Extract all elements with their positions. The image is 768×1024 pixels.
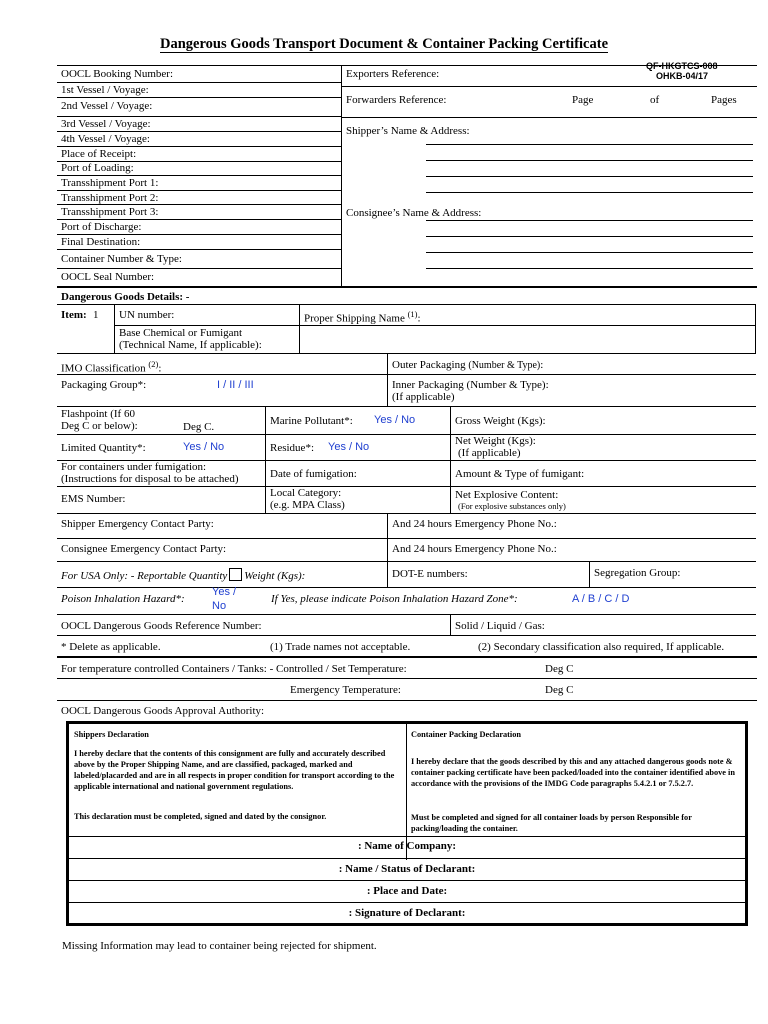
document-title: Dangerous Goods Transport Document & Container Packing Certificate	[160, 36, 608, 52]
vessel-2-field[interactable]: 2nd Vessel / Voyage:	[61, 100, 153, 112]
shipper-name-address-field[interactable]: Shipper’s Name & Address:	[346, 125, 470, 137]
pih-yes-option[interactable]: Yes /	[212, 586, 237, 598]
poison-inhalation-label: Poison Inhalation Hazard*:	[61, 593, 185, 605]
shippers-declaration-title: Shippers Declaration	[74, 730, 149, 739]
consignee-emergency-phone-field[interactable]: And 24 hours Emergency Phone No.:	[392, 543, 557, 555]
gross-weight-field[interactable]: Gross Weight (Kgs):	[455, 415, 546, 427]
base-chemical-field[interactable]: (Technical Name, If applicable):	[119, 339, 262, 351]
container-number-field[interactable]: Container Number & Type:	[61, 253, 182, 265]
of-label: of	[650, 94, 660, 106]
base-chemical-label: Base Chemical or Fumigant	[119, 327, 243, 339]
transshipment-port-1-field[interactable]: Transshipment Port 1:	[61, 177, 159, 189]
local-category-note: (e.g. MPA Class)	[270, 499, 345, 511]
item-label: Item:	[61, 309, 87, 321]
doc-code: QF-HKGTCS-008	[646, 61, 718, 71]
imo-classification-field[interactable]: IMO Classification $^{(2)}$:	[61, 359, 162, 375]
flashpoint-field[interactable]: Deg C or below):	[61, 420, 138, 432]
emergency-temperature-field[interactable]: Emergency Temperature:	[290, 684, 401, 696]
footer-warning: Missing Information may lead to container being rejected for shipment.	[62, 940, 377, 952]
port-of-discharge-field[interactable]: Port of Discharge:	[61, 221, 142, 233]
net-weight-field[interactable]: Net Weight (Kgs):	[455, 435, 536, 447]
local-category-field[interactable]: Local Category:	[270, 487, 342, 499]
vessel-4-field[interactable]: 4th Vessel / Voyage:	[61, 133, 150, 145]
fumigation-label: For containers under fumigation:	[61, 461, 207, 473]
note-trade-names: (1) Trade names not acceptable.	[270, 641, 411, 653]
limited-quantity-label: Limited Quantity*:	[61, 442, 146, 454]
transshipment-port-2-field[interactable]: Transshipment Port 2:	[61, 192, 159, 204]
un-number-field[interactable]: UN number:	[119, 309, 175, 321]
shipper-emergency-contact-field[interactable]: Shipper Emergency Contact Party:	[61, 518, 214, 530]
port-of-loading-field[interactable]: Port of Loading:	[61, 162, 134, 174]
forwarders-reference-field[interactable]: Forwarders Reference:	[346, 94, 447, 106]
net-explosive-field[interactable]: Net Explosive Content:	[455, 489, 559, 501]
booking-number-field[interactable]: OOCL Booking Number:	[61, 68, 174, 80]
temperature-field[interactable]: For temperature controlled Containers / Tanks: - Controlled / Set Temperature:	[61, 663, 407, 675]
pih-zone-label: If Yes, please indicate Poison Inhalation Hazard Zone*:	[271, 593, 518, 605]
pih-zone-options[interactable]: A / B / C / D	[572, 593, 630, 605]
declarant-name-status-field[interactable]: : Name / Status of Declarant:	[338, 863, 476, 875]
doc-revision: OHKB-04/17	[656, 71, 709, 81]
packaging-group-options[interactable]: I / II / III	[217, 379, 254, 391]
place-and-date-field[interactable]: : Place and Date:	[366, 885, 448, 897]
shippers-declaration-instruction: This declaration must be completed, signed and dated by the consignor.	[74, 812, 327, 821]
pages-label: Pages	[711, 94, 737, 106]
solid-liquid-gas-field[interactable]: Solid / Liquid / Gas:	[455, 620, 545, 632]
segregation-group-field[interactable]: Segregation Group:	[594, 567, 681, 579]
signature-field[interactable]: : Signature of Declarant:	[348, 907, 466, 919]
residue-label: Residue*:	[270, 442, 314, 454]
marine-pollutant-options[interactable]: Yes / No	[374, 414, 416, 426]
note-delete-applicable: * Delete as applicable.	[61, 641, 161, 653]
fumigant-amount-field[interactable]: Amount & Type of fumigant:	[455, 468, 585, 480]
packing-declaration-instruction: Must be completed and signed for all container loads by person Responsible for packing/loading the container.	[411, 813, 692, 833]
consignee-name-address-field[interactable]: Consignee’s Name & Address:	[346, 207, 482, 219]
page-label: Page	[572, 94, 594, 106]
inner-packaging-field[interactable]: Inner Packaging (Number & Type):	[392, 379, 549, 391]
packing-declaration-title: Container Packing Declaration	[411, 730, 522, 739]
net-weight-note: (If applicable)	[458, 447, 521, 459]
residue-options[interactable]: Yes / No	[328, 441, 370, 453]
vessel-1-field[interactable]: 1st Vessel / Voyage:	[61, 84, 149, 96]
packaging-group-label: Packaging Group*:	[61, 379, 147, 391]
limited-quantity-options[interactable]: Yes / No	[183, 441, 225, 453]
seal-number-field[interactable]: OOCL Seal Number:	[61, 271, 155, 283]
dg-details-heading: Dangerous Goods Details: -	[61, 291, 190, 303]
consignee-emergency-contact-field[interactable]: Consignee Emergency Contact Party:	[61, 543, 227, 555]
emergency-temperature-unit: Deg C	[545, 684, 574, 696]
transshipment-port-3-field[interactable]: Transshipment Port 3:	[61, 206, 159, 218]
pih-no-option[interactable]: No	[212, 600, 227, 612]
outer-packaging-field[interactable]: Outer Packaging (Number & Type):	[392, 359, 544, 371]
reportable-quantity-checkbox[interactable]	[229, 568, 242, 581]
item-number: 1	[93, 309, 99, 321]
exporters-reference-field[interactable]: Exporters Reference:	[346, 68, 440, 80]
net-explosive-note: (For explosive substances only)	[458, 501, 566, 511]
note-secondary-class: (2) Secondary classification also required, If applicable.	[478, 641, 725, 653]
fumigation-date-field[interactable]: Date of fumigation:	[270, 468, 357, 480]
oocl-dg-reference-field[interactable]: OOCL Dangerous Goods Reference Number:	[61, 620, 262, 632]
fumigation-note: (Instructions for disposal to be attached)	[61, 473, 239, 485]
usa-reportable-quantity-field[interactable]: For USA Only: - Reportable Quantity Weight (Kgs):	[61, 570, 306, 582]
final-destination-field[interactable]: Final Destination:	[61, 236, 141, 248]
dot-e-numbers-field[interactable]: DOT-E numbers:	[392, 568, 468, 580]
temperature-unit: Deg C	[545, 663, 574, 675]
flashpoint-label: Flashpoint (If 60	[61, 408, 135, 420]
approval-authority-field[interactable]: OOCL Dangerous Goods Approval Authority:	[61, 705, 265, 717]
marine-pollutant-label: Marine Pollutant*:	[270, 415, 353, 427]
flashpoint-unit: Deg C.	[183, 421, 215, 433]
declaration-box	[66, 721, 748, 926]
shippers-declaration-text: I hereby declare that the contents of this consignment are fully and accurately described above by the Proper Shipping Name, and are classified, packaged, marked and labeled/placarded and are in all respects in proper condition for transport according to the applicable international and national government regulations.	[74, 749, 395, 791]
shipper-emergency-phone-field[interactable]: And 24 hours Emergency Phone No.:	[392, 518, 557, 530]
ems-number-field[interactable]: EMS Number:	[61, 493, 126, 505]
packing-declaration-text: I hereby declare that the goods described by this and any attached dangerous goods note & container packing certificate have been packed/loaded into the container identified above in accordance with the provisions of the IMDG Code paragraphs 5.4.2.1 or 7.5.2.7.	[411, 757, 735, 788]
company-name-field[interactable]: : Name of Company:	[357, 840, 457, 852]
vessel-3-field[interactable]: 3rd Vessel / Voyage:	[61, 118, 151, 130]
proper-shipping-name-field[interactable]: Proper Shipping Name $^{(1)}$:	[304, 309, 421, 325]
inner-packaging-note: (If applicable)	[392, 391, 455, 403]
place-of-receipt-field[interactable]: Place of Receipt:	[61, 148, 137, 160]
